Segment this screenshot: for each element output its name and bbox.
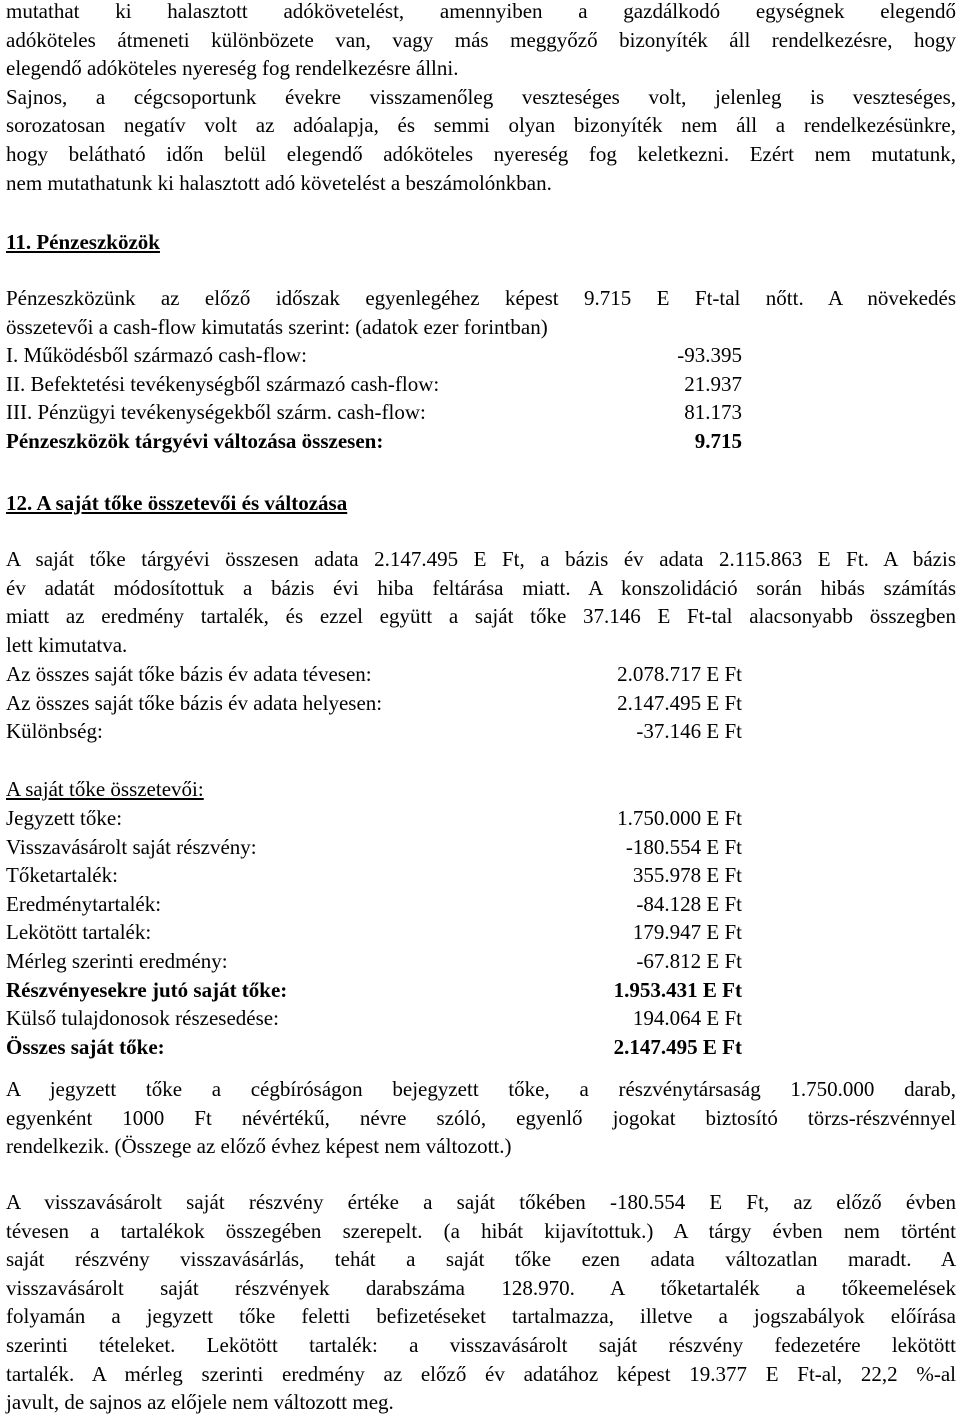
cashflow-total-value: 9.715 xyxy=(694,428,742,453)
equity-subtotal-row xyxy=(6,976,742,1005)
equity-label: Jegyzett tőke: xyxy=(6,806,123,830)
equity-subtotal-label: Részvényesekre jutó saját tőke: xyxy=(6,977,288,1002)
text-line: A jegyzett tőke a cégbíróságon bejegyzett tőke, a részvénytársaság 1.750.000 darab, xyxy=(6,1077,956,1101)
correction-table xyxy=(6,660,742,746)
equity-subtotal-value: 1.953.431 E Ft xyxy=(613,977,742,1002)
text-line: Sajnos, a cégcsoportunk évekre visszamenőleg veszteséges volt, jelenleg is veszteséges, xyxy=(6,84,956,109)
text-line: év adatát módosítottuk a bázis évi hiba feltárása miatt. A konszolidáció során hibás számítás xyxy=(6,575,956,600)
cashflow-row xyxy=(6,370,742,399)
equity-label: Lekötött tartalék: xyxy=(6,920,152,945)
cashflow-value: 81.173 xyxy=(684,400,742,425)
text-line: nem mutathatunk ki halasztott adó követelést a beszámolónkban. xyxy=(6,170,552,195)
equity-total-label: Összes saját tőke: xyxy=(6,1034,165,1059)
cashflow-table xyxy=(6,341,742,455)
section-11-heading: 11. Pénzeszközök xyxy=(6,230,160,254)
equity-total-value: 2.147.495 E Ft xyxy=(613,1034,742,1059)
text-line: saját részvény visszavásárlás, tehát a saját tőke ezen adata változatlan maradt. A xyxy=(6,1247,956,1272)
equity-row xyxy=(6,833,742,862)
equity-row xyxy=(6,890,742,919)
cashflow-label: II. Befektetési tevékenységből származó cash-flow: xyxy=(6,371,440,396)
equity-label: Tőketartalék: xyxy=(6,863,118,888)
equity-row xyxy=(6,861,742,890)
cashflow-total-row xyxy=(6,427,742,456)
cashflow-total-label: Pénzeszközök tárgyévi változása összesen: xyxy=(6,428,384,453)
equity-value: -67.812 E Ft xyxy=(636,948,742,973)
cashflow-row xyxy=(6,341,742,370)
correction-label: Az összes saját tőke bázis év adata helyesen: xyxy=(6,690,383,715)
equity-value: 179.947 E Ft xyxy=(632,920,742,945)
text-line: folyamán a jegyzett tőke feletti befizetéseket tartalmazza, illetve a jogszabályok előírása xyxy=(6,1304,956,1329)
equity-total-row xyxy=(6,1033,742,1062)
equity-components-heading: A saját tőke összetevői: xyxy=(6,777,204,801)
correction-value: 2.078.717 E Ft xyxy=(617,662,742,686)
text-line: elegendő adóköteles nyereség fog rendelkezésre állni. xyxy=(6,56,459,81)
text-line: tévesen a tartalékok összegében szerepelt. (a hibát kijavítottuk.) A tárgy évben nem történt xyxy=(6,1218,956,1243)
equity-row xyxy=(6,947,742,976)
text-line: visszavásárolt saját részvények darabszáma 128.970. A tőketartalék a tőkeemelések xyxy=(6,1275,956,1300)
equity-value: -180.554 E Ft xyxy=(625,834,742,859)
correction-label: Különbség: xyxy=(6,719,103,744)
equity-row xyxy=(6,1004,742,1033)
paragraph-deferred-tax xyxy=(6,0,956,197)
section-12-heading: 12. A saját tőke összetevői és változása xyxy=(6,491,348,515)
correction-value: -37.146 E Ft xyxy=(636,719,742,744)
cashflow-value: 21.937 xyxy=(684,371,742,396)
cashflow-value: -93.395 xyxy=(677,343,742,367)
equity-row xyxy=(6,918,742,947)
text-line: szerinti tételeket. Lekötött tartalék: a visszavásárolt saját részvény fedezetére lekötött xyxy=(6,1332,956,1357)
text-line: lett kimutatva. xyxy=(6,632,128,657)
section-12-intro xyxy=(6,545,956,659)
paragraph-registered-capital xyxy=(6,1075,956,1161)
text-line: miatt az eredmény tartalék, és ezzel együtt a saját tőke 37.146 E Ft-tal alacsonyabb összegben xyxy=(6,604,956,629)
text-line: hogy belátható időn belül elegendő adóköteles nyereség fog keletkezni. Ezért nem mutatunk, xyxy=(6,141,956,166)
text-line: rendelkezik. (Összege az előző évhez képest nem változott.) xyxy=(6,1134,512,1159)
text-line: egyenként 1000 Ft névértékű, névre szóló, egyenlő jogokat biztosító törzs-részvénnyel xyxy=(6,1105,956,1130)
text-line: A saját tőke tárgyévi összesen adata 2.147.495 E Ft, a bázis év adata 2.115.863 E Ft. A bázis xyxy=(6,547,956,571)
text-line: összetevői a cash-flow kimutatás szerint: (adatok ezer forintban) xyxy=(6,314,548,339)
correction-row xyxy=(6,689,742,718)
equity-label: Eredménytartalék: xyxy=(6,891,162,916)
equity-label: Visszavásárolt saját részvény: xyxy=(6,834,257,859)
paragraph-treasury-shares xyxy=(6,1188,956,1417)
correction-label: Az összes saját tőke bázis év adata tévesen: xyxy=(6,662,372,686)
cashflow-label: I. Működésből származó cash-flow: xyxy=(6,343,307,367)
text-line: Pénzeszközünk az előző időszak egyenlegéhez képest 9.715 E Ft-tal nőtt. A növekedés xyxy=(6,286,956,310)
equity-row xyxy=(6,804,742,833)
equity-value: 1.750.000 E Ft xyxy=(617,806,742,830)
text-line: tartalék. A mérleg szerinti eredmény az előző év adatához képest 19.377 E Ft-al, 22,2 %-al xyxy=(6,1361,956,1386)
equity-label: Külső tulajdonosok részesedése: xyxy=(6,1006,279,1031)
text-line: javult, de sajnos az előjele nem változott meg. xyxy=(6,1390,394,1415)
equity-value: -84.128 E Ft xyxy=(636,891,742,916)
correction-row xyxy=(6,717,742,746)
equity-value: 194.064 E Ft xyxy=(632,1006,742,1031)
section-11-intro xyxy=(6,284,956,341)
text-line: adóköteles átmeneti különbözete van, vagy más meggyőző bizonyíték áll rendelkezésre, hogy xyxy=(6,27,956,52)
text-line: sorozatosan negatív volt az adóalapja, és semmi olyan bizonyíték nem áll a rendelkezésünkre, xyxy=(6,113,956,138)
cashflow-label: III. Pénzügyi tevékenységekből szárm. cash-flow: xyxy=(6,400,426,425)
correction-value: 2.147.495 E Ft xyxy=(617,690,742,715)
text-line: mutathat ki halasztott adókövetelést, amennyiben a gazdálkodó egységnek elegendő xyxy=(6,0,956,23)
correction-row xyxy=(6,660,742,689)
equity-components-table xyxy=(6,804,742,1061)
equity-label: Mérleg szerinti eredmény: xyxy=(6,948,228,973)
text-line: A visszavásárolt saját részvény értéke a saját tőkében -180.554 E Ft, az előző évben xyxy=(6,1190,956,1214)
cashflow-row xyxy=(6,398,742,427)
equity-value: 355.978 E Ft xyxy=(632,863,742,888)
